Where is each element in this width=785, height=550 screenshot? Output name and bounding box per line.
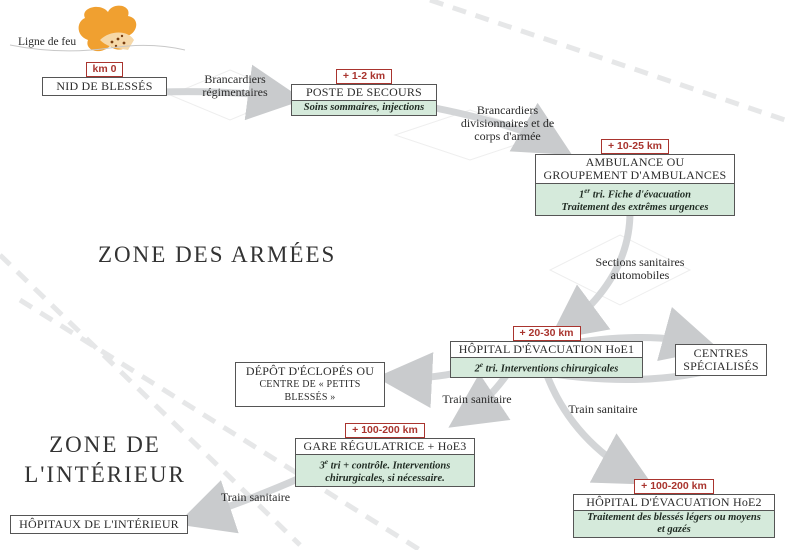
node-description-line1: 3e tri + contrôle. Interventions <box>319 458 451 472</box>
node-hoe1 <box>450 323 643 378</box>
node-ambulance <box>535 136 735 216</box>
transport-train-sanitaire-interieur: Train sanitaire <box>220 490 291 504</box>
node-title-line1: DÉPÔT D'ÉCLOPÉS OU <box>245 364 375 378</box>
node-description-line1: 1er tri. Fiche d'évacuation <box>578 187 691 201</box>
distance-badge: + 20-30 km <box>513 326 581 341</box>
node-title-line1: CENTRES <box>693 346 749 360</box>
transport-brancardiers-divisionnaires: Brancardiers divisionnaires et de corps d'armée <box>460 103 555 143</box>
node-centres-specialises <box>675 344 767 376</box>
node-description <box>574 510 774 537</box>
distance-badge: + 100-200 km <box>345 423 425 438</box>
node-title-line2: SPÉCIALISÉS <box>683 359 759 373</box>
transport-train-sanitaire-hoe2: Train sanitaire <box>568 402 638 416</box>
transport-sections-sanitaires: Sections sanitaires automobiles <box>595 255 685 282</box>
node-gare-regulatrice <box>295 420 475 487</box>
node-title: GARE RÉGULATRICE + HoE3 <box>303 439 467 453</box>
distance-badge: + 1-2 km <box>336 69 392 84</box>
node-title-line2: CENTRE DE « PETITS BLESSÉS » <box>259 379 361 403</box>
explosion-icon <box>79 6 137 52</box>
transport-train-sanitaire-depot: Train sanitaire <box>442 392 512 406</box>
node-nid-de-blesses <box>42 59 167 96</box>
node-description: 2e tri. Interventions chirurgicales <box>451 357 642 377</box>
node-description <box>296 454 474 486</box>
node-hoe2 <box>573 476 775 538</box>
node-poste-de-secours <box>291 66 437 116</box>
node-description-line2: Traitement des extrêmes urgences <box>561 201 709 213</box>
arrow-hoe1-hoe2 <box>545 370 640 478</box>
zone-interieur-label <box>20 430 190 490</box>
node-title <box>236 363 384 406</box>
node-title: HÔPITAUX DE L'INTÉRIEUR <box>19 517 179 531</box>
fire-line-label: Ligne de feu <box>18 36 77 48</box>
zone-interieur-line2: L'INTÉRIEUR <box>24 462 186 487</box>
node-description-line2: et gazés <box>657 524 691 535</box>
transport-brancardiers-regimentaires: Brancardiers régimentaires <box>202 72 268 99</box>
node-depot-eclopes <box>235 362 385 407</box>
distance-badge: km 0 <box>86 62 124 77</box>
node-hopitaux-interieur <box>10 515 188 534</box>
distance-badge: + 10-25 km <box>601 139 669 154</box>
distance-badge: + 100-200 km <box>634 479 714 494</box>
node-description-line1: Traitement des blessés légers ou moyens <box>587 512 761 523</box>
node-title <box>676 345 766 375</box>
node-description-line2: chirurgicales, si nécessaire. <box>325 472 445 484</box>
zone-interieur-line1: ZONE DE <box>49 432 161 457</box>
node-title: NID DE BLESSÉS <box>56 79 153 93</box>
node-title-line1: AMBULANCE OU <box>585 155 685 169</box>
node-title-line2: GROUPEMENT D'AMBULANCES <box>543 168 727 182</box>
node-title: HÔPITAL D'ÉVACUATION HoE2 <box>586 495 762 509</box>
node-title: POSTE DE SECOURS <box>306 85 422 99</box>
node-title: HÔPITAL D'ÉVACUATION HoE1 <box>458 342 635 356</box>
zone-armees-label: ZONE DES ARMÉES <box>98 242 337 267</box>
node-description: Soins sommaires, injections <box>292 100 436 115</box>
node-description <box>536 183 734 215</box>
node-title <box>536 155 734 183</box>
